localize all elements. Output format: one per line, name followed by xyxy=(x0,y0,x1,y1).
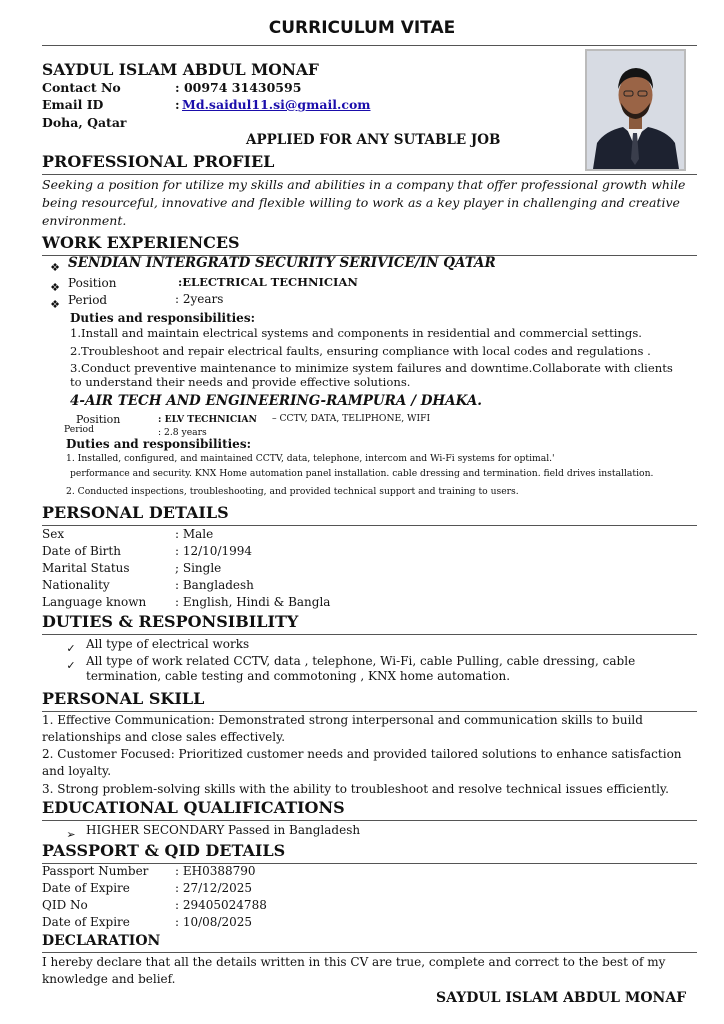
declaration-heading: DECLARATION xyxy=(42,933,161,949)
title-divider xyxy=(42,45,697,46)
personal-value: : 12/10/1994 xyxy=(175,544,253,558)
personal-divider xyxy=(42,525,697,526)
passport-label: Date of Expire xyxy=(42,881,130,895)
profile-heading: PROFESSIONAL PROFIEL xyxy=(42,152,275,171)
passport-value: : 10/08/2025 xyxy=(175,915,253,929)
job2-period-value: : 2.8 years xyxy=(158,427,207,438)
personal-value: : Bangladesh xyxy=(175,578,254,592)
passport-label: Date of Expire xyxy=(42,915,130,929)
personal-label: Language known xyxy=(42,595,147,609)
duty-item: All type of electrical works xyxy=(86,637,250,651)
diamond-bullet-icon: ❖ xyxy=(50,261,60,274)
checkmark-icon: ✓ xyxy=(66,642,76,655)
job1-duties-heading: Duties and responsibilities: xyxy=(70,311,256,325)
passport-label: Passport Number xyxy=(42,864,149,878)
job1-position-value: :ELECTRICAL TECHNICIAN xyxy=(178,275,358,289)
job2-position-extra: – CCTV, DATA, TELIPHONE, WIFI xyxy=(272,413,431,424)
duties-divider xyxy=(42,634,697,635)
job2-duties-heading: Duties and responsibilities: xyxy=(66,437,252,451)
duty-item: All type of work related CCTV, data , telephone, Wi-Fi, cable Pulling, cable dressing, cable xyxy=(86,654,636,668)
passport-value: : 27/12/2025 xyxy=(175,881,253,895)
job1-duty: to understand their needs and provide effective solutions. xyxy=(70,375,411,389)
job2-duty: 1. Installed, configured, and maintained CCTV, data, telephone, intercom and Wi-Fi systems for optimal.' xyxy=(66,453,555,464)
declaration-line: knowledge and belief. xyxy=(42,972,176,986)
job2-company: 4-AIR TECH AND ENGINEERING-RAMPURA / DHAKA. xyxy=(70,393,482,409)
personal-label: Date of Birth xyxy=(42,544,121,558)
education-heading: EDUCATIONAL QUALIFICATIONS xyxy=(42,798,345,817)
location: Doha, Qatar xyxy=(42,115,127,130)
email-colon: : xyxy=(175,97,180,112)
diamond-bullet-icon: ❖ xyxy=(50,281,60,294)
profile-line: environment. xyxy=(42,213,127,228)
contact-value: : 00974 31430595 xyxy=(175,80,302,95)
personal-value: : Male xyxy=(175,527,214,541)
personal-value: : English, Hindi & Bangla xyxy=(175,595,331,609)
candidate-name: SAYDUL ISLAM ABDUL MONAF xyxy=(42,60,319,79)
duty-item: termination, cable testing and commotoning , KNX home automation. xyxy=(86,669,511,683)
job1-duty: 3.Conduct preventive maintenance to minimize system failures and downtime.Collaborate with clients xyxy=(70,361,673,375)
job1-duty: 2.Troubleshoot and repair electrical faults, ensuring compliance with local codes and regulations . xyxy=(70,344,651,358)
skills-heading: PERSONAL SKILL xyxy=(42,689,205,708)
skill-line: 1. Effective Communication: Demonstrated strong interpersonal and communication skills to build xyxy=(42,713,643,727)
contact-label: Contact No xyxy=(42,80,121,95)
personal-heading: PERSONAL DETAILS xyxy=(42,503,229,522)
portrait-icon xyxy=(587,51,684,169)
email-label: Email ID xyxy=(42,97,104,112)
job-objective: APPLIED FOR ANY SUTABLE JOB xyxy=(246,132,501,148)
job1-period-value: : 2years xyxy=(175,292,224,306)
declaration-line: I hereby declare that all the details written in this CV are true, complete and correct to the best of my xyxy=(42,955,666,969)
skill-line: and loyalty. xyxy=(42,764,112,778)
passport-value: : 29405024788 xyxy=(175,898,267,912)
job2-position-label: Position xyxy=(76,413,121,426)
job1-duty: 1.Install and maintain electrical systems and components in residential and commercial settings. xyxy=(70,326,642,340)
job1-period-label: Period xyxy=(68,293,108,307)
personal-label: Marital Status xyxy=(42,561,130,575)
email-link[interactable]: Md.saidul11.si@gmail.com xyxy=(182,97,371,112)
declaration-divider xyxy=(42,952,697,953)
document-title: CURRICULUM VITAE xyxy=(268,18,456,38)
work-heading: WORK EXPERIENCES xyxy=(42,233,240,252)
profile-divider xyxy=(42,174,697,175)
job1-company: SENDIAN INTERGRATD SECURITY SERIVICE/IN QATAR xyxy=(68,255,496,271)
profile-line: Seeking a position for utilize my skills and abilities in a company that offer professional growth while xyxy=(42,177,686,192)
passport-label: QID No xyxy=(42,898,88,912)
education-divider xyxy=(42,820,697,821)
profile-line: being resourceful, innovative and flexible willing to work as a key player in challenging and creative xyxy=(42,195,680,210)
duties-heading: DUTIES & RESPONSIBILITY xyxy=(42,612,299,631)
personal-label: Sex xyxy=(42,527,65,541)
passport-value: : EH0388790 xyxy=(175,864,256,878)
skill-line: 2. Customer Focused: Prioritized customer needs and provided tailored solutions to enhance satisfaction xyxy=(42,747,682,761)
skill-line: 3. Strong problem-solving skills with the ability to troubleshoot and resolve technical issues efficiently. xyxy=(42,782,669,796)
profile-photo xyxy=(585,49,686,171)
job1-position-label: Position xyxy=(68,276,117,290)
job2-duty: performance and security. KNX Home automation panel installation. cable dressing and termination. field drives installation. xyxy=(70,468,654,479)
job2-duty: 2. Conducted inspections, troubleshooting, and provided technical support and training to users. xyxy=(66,486,519,497)
education-item: HIGHER SECONDARY Passed in Bangladesh xyxy=(86,823,361,837)
arrow-bullet-icon: ➢ xyxy=(66,828,76,841)
skills-divider xyxy=(42,711,697,712)
job2-position-value: : ELV TECHNICIAN xyxy=(158,414,257,425)
diamond-bullet-icon: ❖ xyxy=(50,298,60,311)
passport-heading: PASSPORT & QID DETAILS xyxy=(42,841,286,860)
skill-line: relationships and close sales effectively. xyxy=(42,730,286,744)
job2-period-label: Period xyxy=(64,424,94,435)
personal-value: ; Single xyxy=(175,561,222,575)
signature-name: SAYDUL ISLAM ABDUL MONAF xyxy=(436,990,687,1006)
personal-label: Nationality xyxy=(42,578,110,592)
checkmark-icon: ✓ xyxy=(66,659,76,672)
